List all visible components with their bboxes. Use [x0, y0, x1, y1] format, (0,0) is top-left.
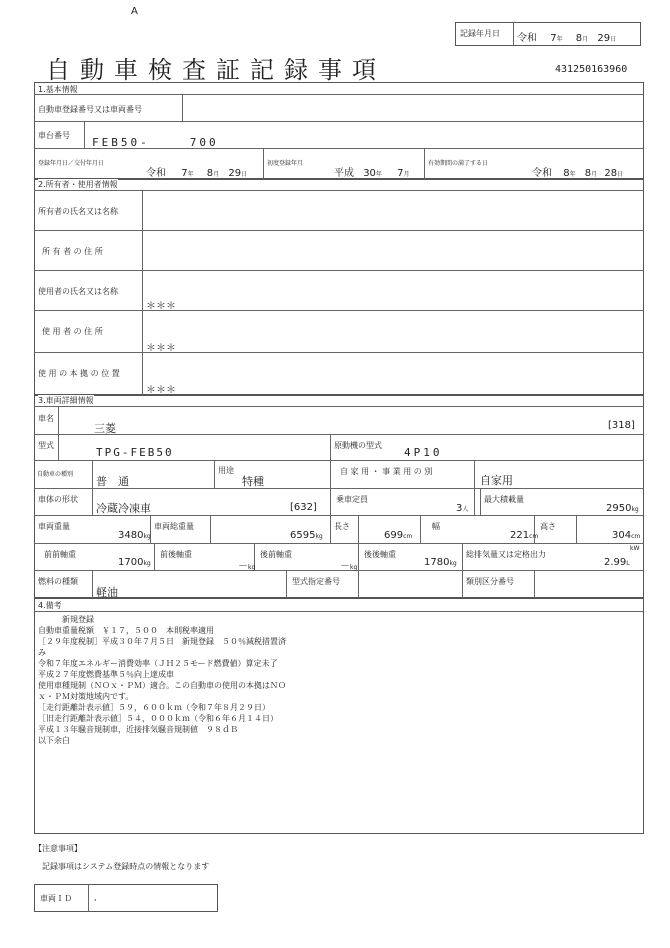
section-4-heading: 4.備考 — [38, 601, 62, 610]
classification-label: 類別区分番号 — [466, 577, 514, 586]
vehicle-weight-label: 車両重量 — [38, 522, 70, 531]
fuel-type-label: 燃料の種類 — [38, 577, 78, 586]
remarks-line: 新規登録 — [38, 615, 94, 624]
body-shape-value: 冷蔵冷凍車 — [96, 502, 151, 515]
fuel-type-value: 軽油 — [96, 586, 118, 599]
user-name-label: 使用者の氏名又は名称 — [38, 287, 118, 296]
displacement-label: 総排気量又は定格出力 — [466, 550, 546, 559]
body-shape-code: [632] — [290, 502, 317, 513]
length-label: 長さ — [334, 522, 350, 531]
body-shape-label: 車体の形状 — [38, 495, 78, 504]
remarks-line: ［２９年度税制］平成３０年７月５日 新規登録 ５０％減税措置済 — [38, 637, 286, 646]
record-date: 令和 7年 8月 29日 — [517, 33, 617, 44]
section-3-heading: 3.車両詳細情報 — [38, 396, 94, 405]
remarks-line: ［旧走行距離計表示値］５４，０００ｋｍ（令和６年６月１４日） — [38, 714, 278, 723]
maker-value: 三菱 — [94, 422, 116, 435]
base-location-label: 使 用 の 本 拠 の 位 置 — [38, 369, 120, 378]
height-label: 高さ — [540, 522, 556, 531]
engine-model-label: 原動機の型式 — [334, 441, 382, 450]
gross-weight-value: 6595kg — [290, 530, 323, 541]
form-letter: A — [131, 6, 138, 17]
expiry-label: 有効期間の満了する日 — [428, 160, 489, 167]
type-designation-label: 型式指定番号 — [292, 577, 340, 586]
use-label: 用途 — [218, 466, 234, 475]
model-label: 型式 — [38, 441, 54, 450]
displacement-unit-kw: kW — [630, 545, 640, 552]
remarks-line: 以下余白 — [38, 736, 70, 745]
page-title: 自動車検査証記録事項 — [46, 56, 386, 84]
vehicle-weight-value: 3480kg — [118, 530, 151, 541]
remarks-line: 令和７年度エネルギー消費効率（ＪＨ２５モード燃費値）算定未了 — [38, 659, 278, 668]
section-2-heading: 2.所有者・使用者情報 — [38, 180, 118, 189]
ff-axle-value: 1700kg — [118, 557, 151, 568]
ff-axle-label: 前前軸重 — [44, 550, 76, 559]
first-reg-label: 初度登録年月 — [267, 160, 304, 167]
rr-axle-label: 後後軸重 — [364, 550, 396, 559]
max-load-value: 2950kg — [606, 503, 639, 514]
length-value: 699cm — [384, 530, 413, 541]
use-value: 特種 — [242, 475, 264, 488]
vehicle-kind-value: 普 通 — [96, 475, 129, 488]
first-reg-date: 平成 30年 7月 — [334, 168, 410, 179]
user-name-value: ＊＊＊ — [146, 301, 176, 312]
remarks-line: み — [38, 648, 46, 657]
reg-number-label: 自動車登録番号又は車両番号 — [38, 105, 142, 114]
width-value: 221cm — [510, 530, 539, 541]
remarks-line: ｘ・ＰＭ対策地域内です。 — [38, 692, 134, 701]
notice-title: 【注意事項】 — [34, 844, 82, 853]
remarks-line: ［走行距離計表示値］５９，６００ｋｍ（令和７年８月２９日） — [38, 703, 270, 712]
gross-weight-label: 車両総重量 — [154, 522, 194, 531]
width-label: 幅 — [432, 522, 440, 531]
capacity-label: 乗車定員 — [336, 495, 368, 504]
rr-axle-value: 1780kg — [424, 557, 457, 568]
maker-label: 車名 — [38, 414, 54, 423]
vehicle-id-label: 車両ＩＤ — [40, 894, 72, 903]
remarks-line: 平成２７年度燃費基準５％向上達成車 — [38, 670, 174, 679]
user-address-value: ＊＊＊ — [146, 343, 176, 354]
owner-address-label: 所 有 者 の 住 所 — [42, 247, 103, 256]
reg-date: 令和 7年 8月 29日 — [146, 168, 248, 179]
remarks-line: 平成１３年騒音規制車，近接排気騒音規制値 ９８ｄＢ — [38, 725, 238, 734]
owner-info-section — [34, 178, 644, 396]
height-value: 304cm — [612, 530, 641, 541]
user-address-label: 使 用 者 の 住 所 — [42, 327, 103, 336]
maker-code: [318] — [608, 420, 635, 431]
engine-model-value: 4P10 — [404, 446, 443, 459]
doc-number: 431250163960 — [555, 64, 628, 75]
capacity-value: 3人 — [456, 503, 469, 514]
reg-date-label: 登録年月日／交付年月日 — [38, 160, 105, 167]
base-location-value: ＊＊＊ — [146, 385, 176, 396]
rf-axle-value: －kg — [340, 561, 358, 572]
remarks-text — [38, 614, 286, 746]
section-1-heading: 1.基本情報 — [38, 85, 78, 94]
fr-axle-value: －kg — [238, 561, 256, 572]
record-date-label: 記録年月日 — [460, 29, 500, 38]
chassis-value: FEB50- 700 — [92, 136, 219, 149]
owner-name-label: 所有者の氏名又は名称 — [38, 207, 118, 216]
remarks-line: 自動車重量税額 ￥１７，５００ 本則税率適用 — [38, 626, 214, 635]
max-load-label: 最大積載量 — [484, 495, 524, 504]
expiry-date: 令和 8年 8月 28日 — [532, 168, 624, 179]
chassis-label: 車台番号 — [38, 131, 70, 140]
remarks-line: 使用車種規制（ＮＯｘ・ＰＭ）適合。この自動車の使用の本拠はＮＯ — [38, 681, 286, 690]
purpose-value: 自家用 — [480, 474, 513, 487]
vehicle-id-value: , — [94, 893, 97, 902]
notice-text: 記録事項はシステム登録時点の情報となります — [42, 862, 210, 871]
purpose-label: 自 家 用 ・ 事 業 用 の 別 — [340, 467, 433, 476]
displacement-value: 2.99L — [604, 557, 630, 568]
fr-axle-label: 前後軸重 — [160, 550, 192, 559]
model-value: TPG-FEB50 — [96, 446, 174, 459]
rf-axle-label: 後前軸重 — [260, 550, 292, 559]
vehicle-kind-label: 自動車の種別 — [37, 471, 74, 478]
